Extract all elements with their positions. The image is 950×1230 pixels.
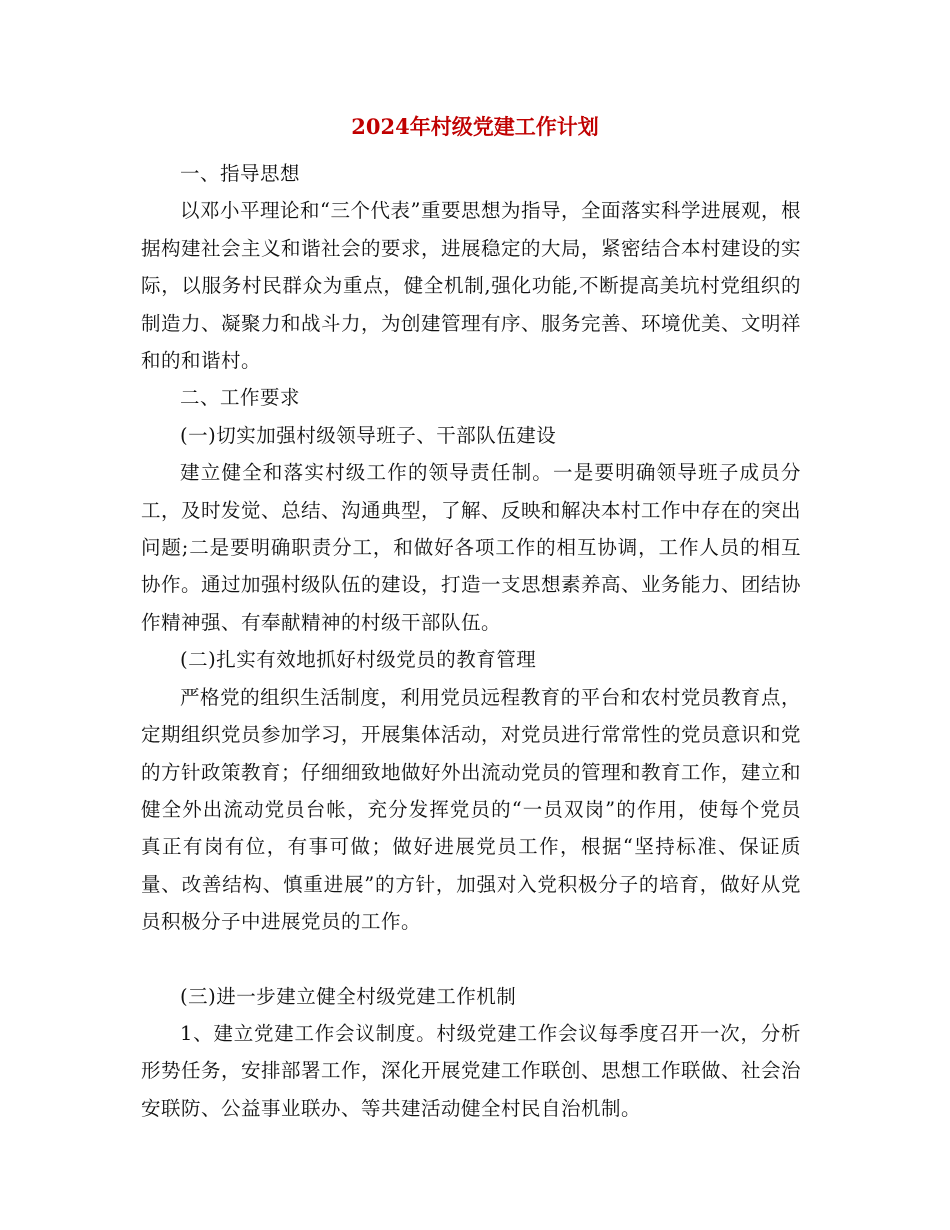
section-heading-guiding-ideology: 一、指导思想 (180, 162, 301, 185)
paragraph-party-education: 严格党的组织生活制度，利用党员远程教育的平台和农村党员教育点，定期组织党员参加学习，开展集体活动，对党员进行常常性的党员意识和党的方针政策教育；仔细细致地做好外出流动党员的管理和教育工作，建立和健全外出流动党员台帐，充分发挥党员的“一员双岗”的作用，使每个党员真正有岗有位，有事可做；做好进展党员工作，根据“坚持标准、保证质量、改善结构、慎重进展”的方针，加强对入党积极分子的培育，做好从党员积极分子中进展党员的工作。 (141, 685, 802, 934)
subsection-heading-leadership: (一)切实加强村级领导班子、干部队伍建设 (180, 423, 557, 447)
subsection-heading-mechanism: (三)进一步建立健全村级党建工作机制 (180, 984, 517, 1008)
document-body (141, 155, 801, 1127)
section-heading-work-requirements: 二、工作要求 (180, 386, 301, 410)
paragraph-meeting-system: 1、建立党建工作会议制度。村级党建工作会议每季度召开一次，分析形势任务，安排部署工作，深化开展党建工作联创、思想工作联做、社会治安联防、公益事业联办、等共建活动健全村民自治机制。 (141, 1021, 802, 1120)
document-title: 2024年村级党建工作计划 (351, 114, 599, 139)
paragraph-leadership: 建立健全和落实村级工作的领导责任制。一是要明确领导班子成员分工，及时发觉、总结、沟通典型，了解、反映和解决本村工作中存在的突出问题;二是要明确职责分工，和做好各项工作的相互协调，工作人员的相互协作。通过加强村级队伍的建设，打造一支思想素养高、业务能力、团结协作精神强、有奉献精神的村级干部队伍。 (141, 461, 802, 634)
paragraph-guiding-ideology: 以邓小平理论和“三个代表”重要思想为指导，全面落实科学进展观，根据构建社会主义和谐社会的要求，进展稳定的大局，紧密结合本村建设的实际，以服务村民群众为重点，健全机制,强化功能,不断提高美坑村党组织的制造力、凝聚力和战斗力，为创建管理有序、服务完善、环境优美、文明祥和的和谐村。 (141, 199, 802, 373)
subsection-heading-party-education: (二)扎实有效地抓好村级党员的教育管理 (180, 648, 537, 672)
